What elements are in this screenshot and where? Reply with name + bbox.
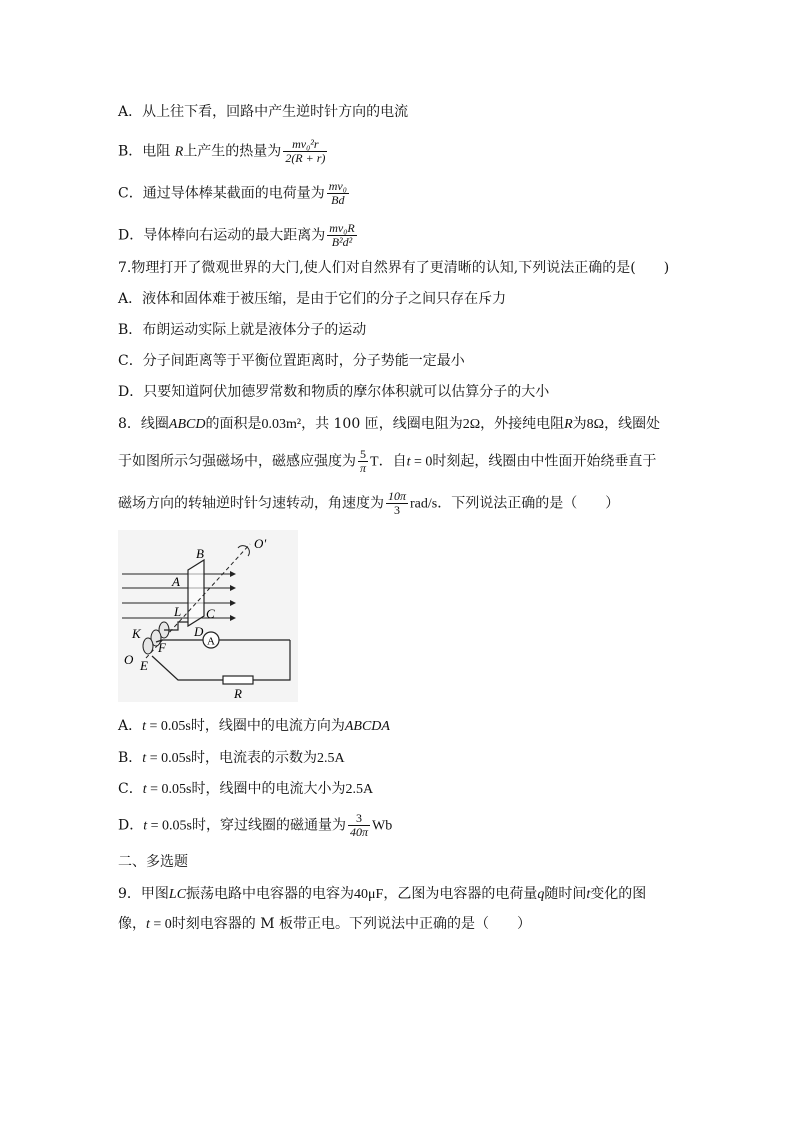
option-text: 时，电流表的示数为	[191, 750, 318, 766]
q9-text: 时刻电容器的 M 板带正电。下列说法中正确的是（ ）	[171, 916, 532, 932]
q7-option-b: B．布朗运动实际上就是液体分子的运动	[118, 322, 367, 338]
q8-flux-fraction	[348, 812, 370, 839]
q8-time-value: = 0.05s	[146, 751, 192, 766]
q8-option-a	[118, 716, 390, 737]
label-b: B	[196, 546, 204, 561]
q8-text: ，外接纯电阻	[480, 416, 565, 432]
q6-b-numerator: mv₀²r	[292, 137, 319, 151]
q8-t-var: t	[143, 818, 148, 834]
q6-b-denominator: 2(R + r)	[285, 151, 326, 165]
q8-omega-denominator: 3	[386, 503, 408, 517]
label-o-prime: O'	[254, 536, 267, 551]
q8-text: 时刻起，线圈由中性面开始绕垂直于	[432, 453, 657, 470]
option-letter: D．	[118, 817, 144, 834]
q6-d-denominator: B²d²	[327, 235, 357, 249]
q9-text: 像，	[118, 916, 146, 932]
q8-omega-unit: rad/s	[410, 496, 438, 512]
option-letter: A．	[118, 718, 143, 734]
label-k: K	[132, 626, 141, 641]
q8-time-value: = 0.05s	[146, 782, 192, 797]
q8-text: 磁场方向的转轴逆时针匀速转动，角速度为	[118, 495, 384, 512]
option-text: 时，线圈中的电流大小为	[191, 781, 346, 797]
q9-t-var: t	[146, 917, 150, 932]
q9-q-var: q	[537, 887, 545, 902]
q9-t-var: t	[586, 887, 591, 902]
q9-text: ，乙图为电容器的电荷量	[383, 886, 538, 902]
q6-b-prefix: B．电阻	[118, 143, 171, 160]
q8-t-var: t	[142, 751, 147, 766]
ammeter-label: A	[207, 635, 215, 648]
q8-text: 8．线圈	[118, 416, 169, 432]
q8-time-value: = 0.05s	[147, 818, 192, 834]
q8-t-var: t	[142, 719, 147, 734]
q8-b-numerator: 5	[360, 447, 366, 461]
q9-lc-var: LC	[168, 887, 187, 902]
q8-text: 的面积是	[205, 416, 262, 432]
q8-coil-resistance: 2Ω	[462, 417, 481, 432]
q8-option-c	[118, 779, 373, 800]
q9-capacitance: 40μF	[354, 887, 384, 902]
q8-text: 于如图所示匀强磁场中，磁感应强度为	[118, 453, 356, 470]
q8-t-var: t	[142, 782, 147, 797]
label-o: O	[124, 652, 134, 667]
q6-b-mid: 上产生的热量为	[183, 143, 282, 160]
q8-b-fraction	[358, 448, 368, 475]
label-d: D	[194, 624, 204, 639]
q9-text: 9．甲图	[118, 886, 169, 902]
q9-t-zero: = 0	[149, 917, 172, 932]
q8-option-b	[118, 748, 345, 769]
q8-area-value: 0.03m²	[261, 417, 302, 432]
q8-external-resistance: 8Ω	[586, 417, 605, 432]
section-heading-multiple-choice: 二、多选题	[118, 854, 188, 870]
q6-c-prefix: C．通过导体棒某截面的电荷量为	[118, 185, 325, 202]
generator-circuit-figure	[118, 530, 298, 702]
q8-text: 为	[572, 416, 587, 432]
q9-text: 随时间	[544, 886, 587, 902]
q8-omega-numerator: 10π	[388, 489, 407, 503]
q8-stem-line1	[118, 414, 660, 435]
q6-c-fraction	[327, 180, 349, 207]
q8-time-value: = 0.05s	[146, 719, 191, 734]
coil-abcd	[188, 560, 204, 626]
option-letter: B．	[118, 750, 143, 766]
q6-option-c	[118, 180, 351, 207]
option-text: 时，线圈中的电流方向为	[190, 718, 345, 734]
q6-b-var: R	[174, 144, 184, 160]
q8-stem-line2	[118, 448, 656, 475]
q8-t-zero: = 0	[410, 454, 433, 470]
q8-stem-line3	[118, 490, 619, 517]
q9-text: 变化的图	[590, 886, 647, 902]
q7-option-d: D．只要知道阿伏加德罗常数和物质的摩尔体积就可以估算分子的大小	[118, 384, 550, 400]
q6-d-fraction	[327, 222, 357, 249]
q6-option-d	[118, 222, 359, 249]
q8-omega-fraction	[386, 490, 408, 517]
q9-stem-line2	[118, 914, 531, 935]
q8-b-unit: T	[370, 454, 379, 470]
q6-d-prefix: D．导体棒向右运动的最大距离为	[118, 227, 326, 244]
resistor-r	[223, 676, 253, 684]
q8-text: ，共 100 匝，线圈电阻为	[301, 416, 463, 432]
label-c: C	[206, 606, 215, 621]
q6-c-denominator: Bd	[327, 193, 349, 207]
q8-text: ，线圈处	[604, 416, 661, 432]
q8-flux-unit: Wb	[371, 818, 393, 834]
q6-c-numerator: mv₀	[328, 179, 347, 193]
q7-option-c: C．分子间距离等于平衡位置距离时，分子势能一定最小	[118, 353, 465, 369]
q6-b-fraction	[283, 138, 327, 165]
q8-text: ．自	[378, 453, 407, 470]
q8-b-denominator: π	[360, 461, 367, 475]
q8-r-var: R	[564, 417, 573, 432]
q8-current-value: 2.5A	[345, 782, 374, 797]
q8-current-value: 2.5A	[317, 751, 345, 766]
q6-option-b	[118, 138, 329, 165]
q8-flux-numerator: 3	[355, 811, 362, 825]
q8-flux-denominator: 40π	[349, 825, 368, 839]
q6-d-numerator: mv₀R	[329, 221, 355, 235]
q8-coil-name: ABCD	[168, 417, 206, 432]
label-r: R	[234, 686, 242, 701]
q9-text: 振荡电路中电容器的电容为	[186, 886, 355, 902]
q8-option-d	[118, 812, 392, 839]
label-l: L	[174, 604, 182, 619]
option-text: 时，穿过线圈的磁通量为	[191, 817, 346, 834]
q6-option-a: A．从上往下看，回路中产生逆时针方向的电流	[118, 104, 409, 120]
label-f: F	[158, 640, 166, 655]
q8-t-var: t	[406, 454, 411, 470]
q7-stem: 7.物理打开了微观世界的大门,使人们对自然界有了更清晰的认知,下列说法正确的是( )	[118, 260, 670, 276]
label-a: A	[172, 574, 180, 589]
option-letter: C．	[118, 781, 143, 797]
q8-text: ．下列说法正确的是（ ）	[437, 495, 620, 512]
q9-stem-line1	[118, 884, 646, 905]
label-e: E	[140, 658, 148, 673]
q7-option-a: A．液体和固体难于被压缩，是由于它们的分子之间只存在斥力	[118, 291, 507, 307]
q8-direction: ABCDA	[344, 719, 390, 734]
